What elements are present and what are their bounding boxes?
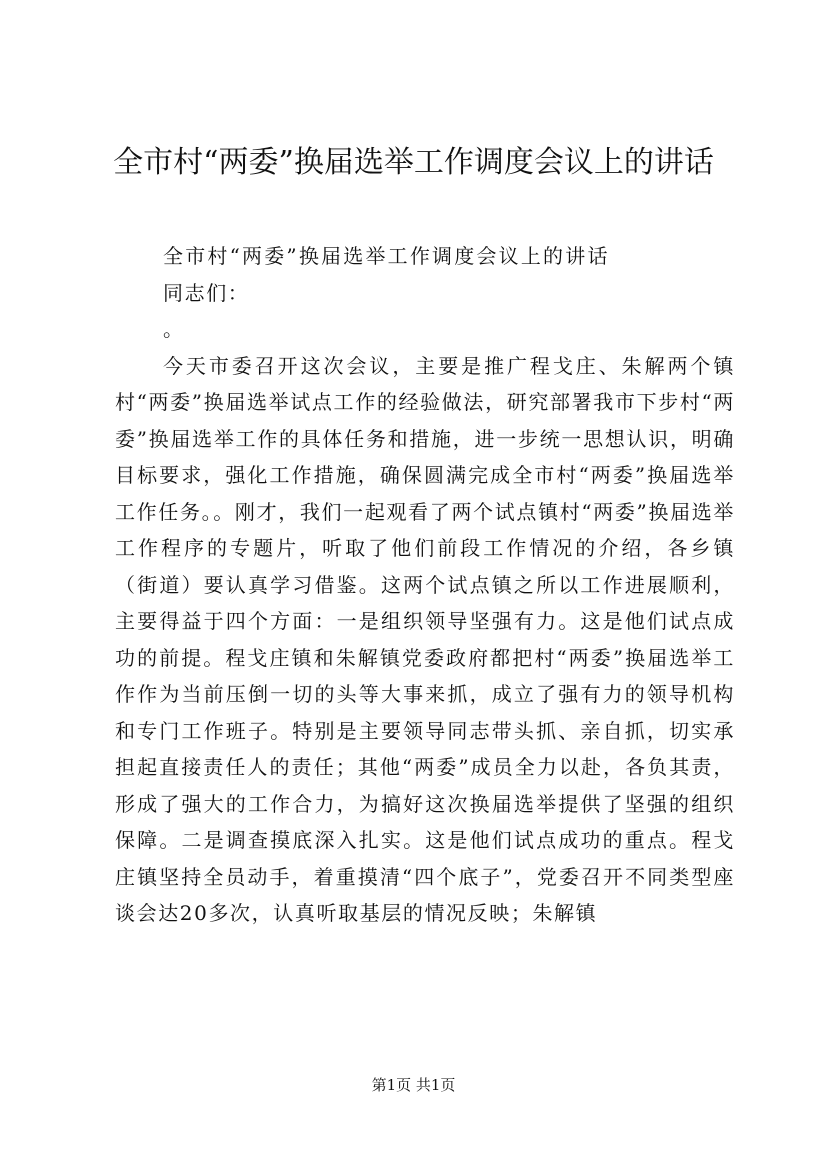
document-title: 全市村“两委”换届选举工作调度会议上的讲话 bbox=[113, 145, 714, 180]
document-body bbox=[115, 238, 735, 932]
period-paragraph: 。 bbox=[163, 317, 185, 341]
salutation-paragraph: 同志们： bbox=[163, 280, 250, 305]
main-paragraph: 今天市委召开这次会议，主要是推广程戈庄、朱解两个镇村“两委”换届选举试点工作的经验做法，研究部署我市下步村“两委”换届选举工作的具体任务和措施，进一步统一思想认识，明确目标要求，强化工作措施，确保圆满完成全市村“两委”换届选举工作任务。。刚才，我们一起观看了两个试点镇村“两委”换届选举工作程序的专题片，听取了他们前段工作情况的介绍，各乡镇（街道）要认真学习借鉴。这两个试点镇之所以工作进展顺利，主要得益于四个方面：一是组织领导坚强有力。这是他们试点成功的前提。程戈庄镇和朱解镇党委政府都把村“两委”换届选举工作作为当前压倒一切的头等大事来抓，成立了强有力的领导机构和专门工作班子。特别是主要领导同志带头抓、亲自抓，切实承担起直接责任人的责任；其他“两委”成员全力以赴，各负其责，形成了强大的工作合力，为搞好这次换届选举提供了坚强的组织保障。二是调查摸底深入扎实。这是他们试点成功的重点。程戈庄镇坚持全员动手，着重摸清“四个底子”，党委召开不同类型座谈会达20多次，认真听取基层的情况反映；朱解镇 bbox=[115, 353, 735, 925]
subtitle-paragraph: 全市村“两委”换届选举工作调度会议上的讲话 bbox=[163, 244, 610, 268]
page-footer: 第1页 共1页 bbox=[371, 1076, 456, 1094]
